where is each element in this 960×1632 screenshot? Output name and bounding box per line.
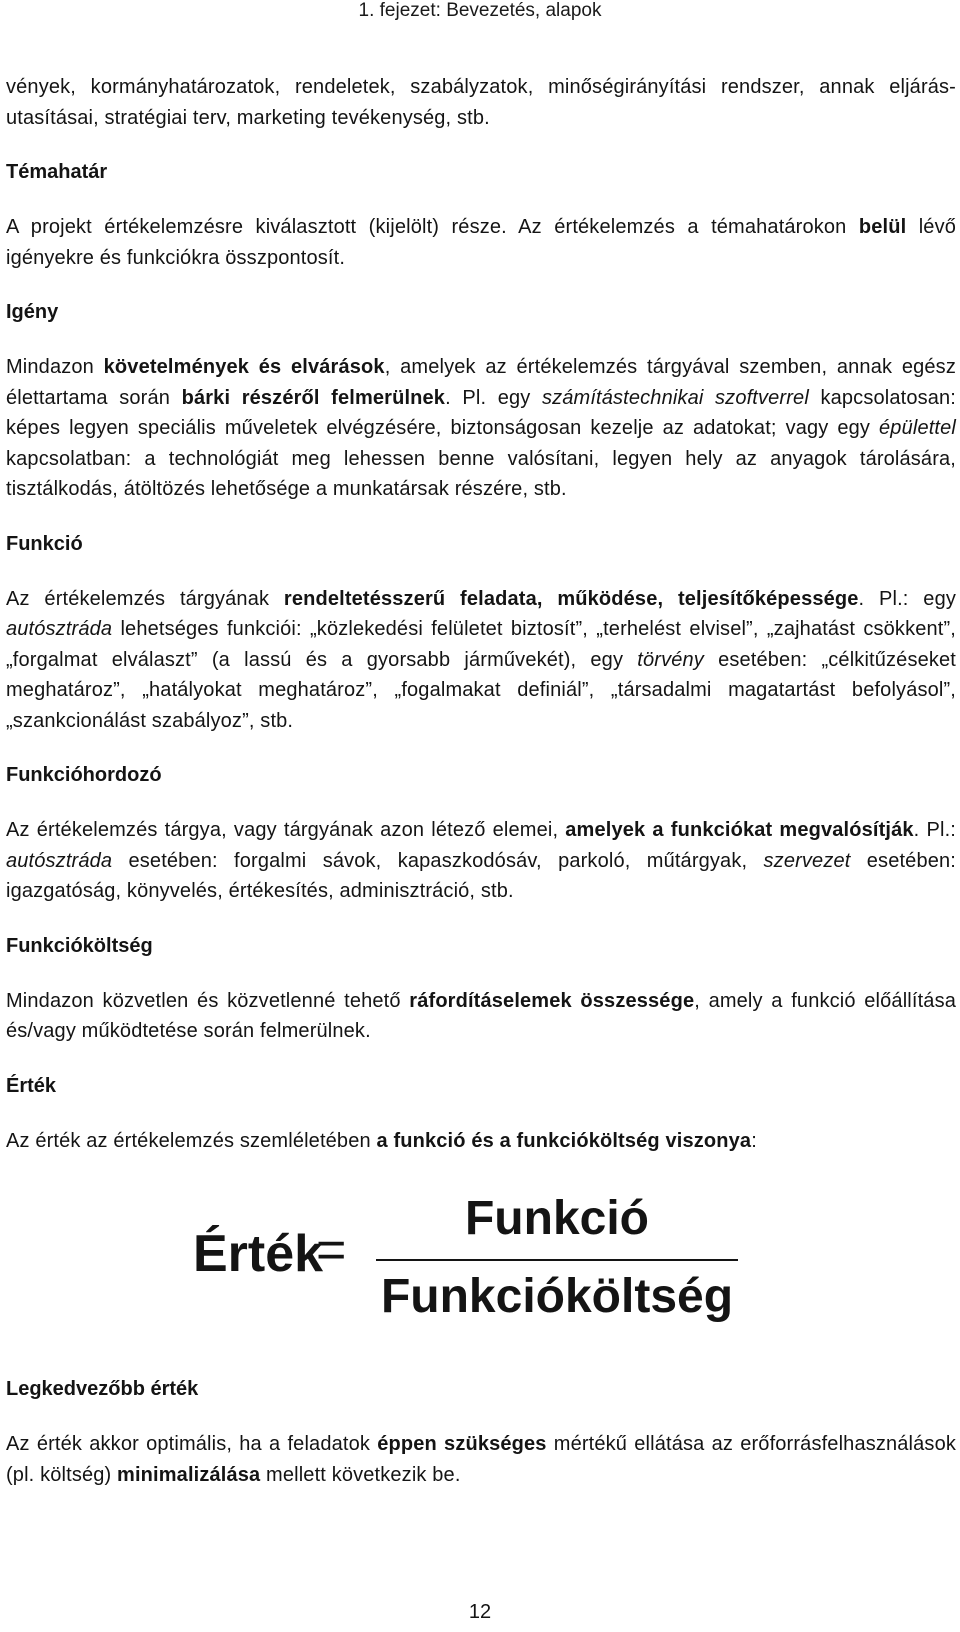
- definition-funkcio: [6, 584, 956, 737]
- heading-funkciohordozo: Funkcióhordozó: [6, 764, 162, 786]
- running-header: 1. fejezet: Bevezetés, alapok: [358, 0, 602, 21]
- emphasis-bold: belül: [858, 216, 907, 238]
- heading-funkcioktseg: Funkcióköltség: [6, 934, 153, 957]
- value-formula: [6, 1190, 956, 1360]
- emphasis-italic: autósztráda: [6, 618, 113, 640]
- intro-paragraph: [6, 72, 956, 133]
- definition-temahatar: [6, 212, 956, 273]
- text-segment: Az értékelemzés tárgya, vagy tárgyának azon létező elemei,: [6, 819, 566, 841]
- text-segment: A projekt értékelemzésre kiválasztott (kijelölt) része. Az értékelemzés a témahatárokon: [6, 216, 859, 238]
- page-body: [6, 72, 956, 1490]
- text-segment: . Pl. egy: [445, 386, 542, 409]
- fraction-bar: [376, 1259, 738, 1261]
- text-segment: Az értékelemzés tárgyának: [6, 587, 284, 610]
- emphasis-italic: szervezet: [763, 849, 851, 872]
- text-segment: esetében: igazgatóság, könyvelés, értékesítés, adminisztráció, stb.: [6, 849, 956, 902]
- emphasis-bold: amelyek a funkciókat megvalósítják: [565, 819, 914, 841]
- emphasis-bold: ráfordításelemek összessége: [409, 989, 695, 1012]
- emphasis-italic: számítástechnikai szoftverrel: [541, 386, 809, 409]
- text-segment: esetében: „célkitűzéseket meghatároz”, „hatályokat meghatároz”, „fogalmakat definiál”, „társadalmi magatartást befolyásol”, „szankcionálást szabályoz”, stb.: [6, 648, 956, 732]
- definition-funkcioktseg: [6, 986, 956, 1047]
- text-segment: kapcsolatosan: képes legyen speciális műveletek elvégzésére, biztonságosan kezelje az adatokat; vagy egy: [6, 386, 956, 439]
- text-segment: . Pl.: egy: [858, 587, 956, 610]
- text-segment: :: [751, 1129, 757, 1152]
- intro-text: vények, kormányhatározatok, rendeletek, szabályzatok, minőségirányítási rendszer, annak eljárás-utasításai, stratégiai terv, marketing tevékenység, stb.: [6, 76, 956, 129]
- text-segment: lévő igényekre és funkciókra összpontosít.: [6, 216, 957, 269]
- heading-funkcio: Funkció: [6, 532, 83, 555]
- emphasis-bold: éppen szükséges: [377, 1433, 547, 1455]
- heading-legkedvezobb: Legkedvezőbb érték: [6, 1378, 199, 1400]
- heading-ertek: Érték: [6, 1074, 57, 1097]
- emphasis-bold: bárki részéről felmerülnek: [181, 386, 446, 409]
- emphasis-bold: minimalizálása: [117, 1463, 261, 1486]
- text-segment: . Pl.:: [913, 819, 956, 841]
- text-segment: Az érték akkor optimális, ha a feladatok: [6, 1433, 378, 1455]
- text-segment: kapcsolatban: a technológiát meg lehessen benne valósítani, legyen hely az anyagok tárolására, tisztálkodás, átöltözés lehetősége a munkatársak részére, stb.: [6, 447, 956, 500]
- text-segment: Az érték az értékelemzés szemléletében: [6, 1129, 377, 1152]
- emphasis-italic: törvény: [637, 648, 704, 671]
- formula-lhs: Érték: [193, 1225, 324, 1283]
- heading-temahatar: Témahatár: [6, 161, 108, 183]
- text-segment: lehetséges funkciói: „közlekedési felületet biztosít”, „terhelést elvisel”, „zajhatást csökkent”, „forgalmat elválaszt” (a lassú és a gyorsabb járművekét), egy: [6, 618, 956, 671]
- definition-legkedvezobb: [6, 1429, 956, 1490]
- emphasis-bold: rendeltetésszerű feladata, működése, teljesítőképessége: [283, 587, 859, 610]
- formula-denominator: Funkcióköltség: [380, 1270, 734, 1323]
- emphasis-italic: autósztráda: [6, 849, 113, 872]
- emphasis-italic: épülettel: [879, 417, 956, 439]
- text-segment: Mindazon: [6, 356, 104, 378]
- text-segment: Mindazon közvetlen és közvetlenné tehető: [6, 989, 410, 1012]
- definition-funkciohordozo: [6, 815, 956, 907]
- text-segment: esetében: forgalmi sávok, kapaszkodósáv, parkoló, műtárgyak,: [112, 849, 764, 872]
- emphasis-bold: a funkció és a funkcióköltség viszonya: [376, 1129, 752, 1152]
- formula-numerator: Funkció: [464, 1192, 649, 1245]
- formula-equals-sign: =: [316, 1221, 347, 1279]
- text-segment: mellett következik be.: [260, 1463, 461, 1486]
- text-segment: mértékű ellátása az erőforrásfelhasználások (pl. költség): [6, 1433, 957, 1486]
- heading-igeny: Igény: [6, 301, 59, 323]
- definition-igeny: [6, 352, 956, 505]
- emphasis-bold: követelmények és elvárások: [103, 356, 385, 378]
- text-segment: , amely a funkció előállítása és/vagy működtetése során felmerülnek.: [6, 989, 956, 1042]
- definition-ertek: [6, 1126, 956, 1157]
- page-number: 12: [468, 1601, 492, 1623]
- text-segment: , amelyek az értékelemzés tárgyával szemben, annak egész élettartama során: [6, 356, 956, 409]
